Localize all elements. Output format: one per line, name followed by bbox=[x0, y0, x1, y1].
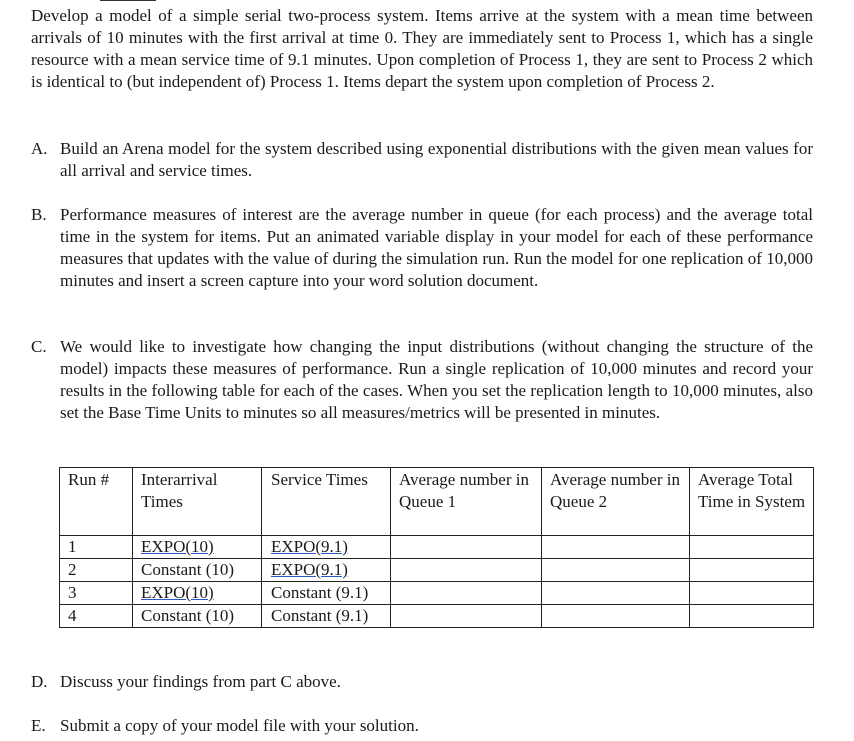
header-queue1: Average number in Queue 1 bbox=[391, 468, 542, 536]
results-table bbox=[59, 467, 814, 628]
cell-total-time[interactable] bbox=[690, 536, 814, 559]
table-row bbox=[60, 582, 814, 605]
item-e-letter: E. bbox=[31, 716, 46, 735]
cell-total-time[interactable] bbox=[690, 559, 814, 582]
item-b-letter: B. bbox=[31, 205, 47, 224]
cell-queue2[interactable] bbox=[542, 559, 690, 582]
cell-queue2[interactable] bbox=[542, 605, 690, 628]
cell-service-text: EXPO(9.1) bbox=[271, 537, 348, 556]
cell-queue1[interactable] bbox=[391, 536, 542, 559]
cell-queue2[interactable] bbox=[542, 582, 690, 605]
cell-run: 3 bbox=[60, 582, 133, 605]
header-total-time: Average Total Time in System bbox=[690, 468, 814, 536]
cell-run: 2 bbox=[60, 559, 133, 582]
header-interarrival: Interarrival Times bbox=[133, 468, 262, 536]
cell-service-text: EXPO(9.1) bbox=[271, 560, 348, 579]
page-top-rule bbox=[100, 0, 156, 1]
item-a bbox=[31, 138, 813, 182]
cell-run: 1 bbox=[60, 536, 133, 559]
cell-queue2[interactable] bbox=[542, 536, 690, 559]
item-c bbox=[31, 336, 813, 424]
cell-interarrival-text: EXPO(10) bbox=[141, 583, 214, 602]
cell-interarrival-text: EXPO(10) bbox=[141, 537, 214, 556]
cell-queue1[interactable] bbox=[391, 605, 542, 628]
cell-queue1[interactable] bbox=[391, 559, 542, 582]
item-d-letter: D. bbox=[31, 672, 48, 691]
cell-run: 4 bbox=[60, 605, 133, 628]
item-b bbox=[31, 204, 813, 292]
cell-service bbox=[262, 536, 391, 559]
item-a-letter: A. bbox=[31, 139, 48, 158]
table-row bbox=[60, 559, 814, 582]
cell-total-time[interactable] bbox=[690, 605, 814, 628]
cell-service: Constant (9.1) bbox=[262, 605, 391, 628]
table-row bbox=[60, 605, 814, 628]
cell-total-time[interactable] bbox=[690, 582, 814, 605]
table-row bbox=[60, 536, 814, 559]
cell-interarrival bbox=[133, 536, 262, 559]
item-e-text: Submit a copy of your model file with your solution. bbox=[60, 716, 419, 735]
cell-service: Constant (9.1) bbox=[262, 582, 391, 605]
header-queue2: Average number in Queue 2 bbox=[542, 468, 690, 536]
cell-interarrival: Constant (10) bbox=[133, 559, 262, 582]
item-a-text: Build an Arena model for the system described using exponential distributions with the given mean values for all arrival and service times. bbox=[60, 139, 813, 180]
intro-paragraph: Develop a model of a simple serial two-process system. Items arrive at the system with a mean time between arrivals of 10 minutes with the first arrival at time 0. They are immediately sent to Process 1, which has a single resource with a mean service time of 9.1 minutes. Upon completion of Process 1, they are sent to Process 2 which is identical to (but independent of) Process 1. Items depart the system upon completion of Process 2. bbox=[31, 6, 813, 91]
item-c-text: We would like to investigate how changing the input distributions (without changing the structure of the model) impacts these measures of performance. Run a single replication of 10,000 minutes and record your results in the following table for each of the cases. When you set the replication length to 10,000 minutes, also set the Base Time Units to minutes so all measures/metrics will be presented in minutes. bbox=[60, 337, 813, 422]
cell-service bbox=[262, 559, 391, 582]
cell-queue1[interactable] bbox=[391, 582, 542, 605]
item-d-text: Discuss your findings from part C above. bbox=[60, 672, 341, 691]
item-e bbox=[31, 715, 813, 737]
cell-interarrival: Constant (10) bbox=[133, 605, 262, 628]
cell-interarrival bbox=[133, 582, 262, 605]
item-d bbox=[31, 671, 813, 693]
header-service: Service Times bbox=[262, 468, 391, 536]
header-run: Run # bbox=[60, 468, 133, 536]
item-b-text: Performance measures of interest are the average number in queue (for each process) and the average total time in the system for items. Put an animated variable display in your model for each of these performance measures that updates with the value of during the simulation run. Run the model for one replication of 10,000 minutes and insert a screen capture into your word solution document. bbox=[60, 205, 813, 290]
item-c-letter: C. bbox=[31, 337, 47, 356]
table-header-row bbox=[60, 468, 814, 536]
